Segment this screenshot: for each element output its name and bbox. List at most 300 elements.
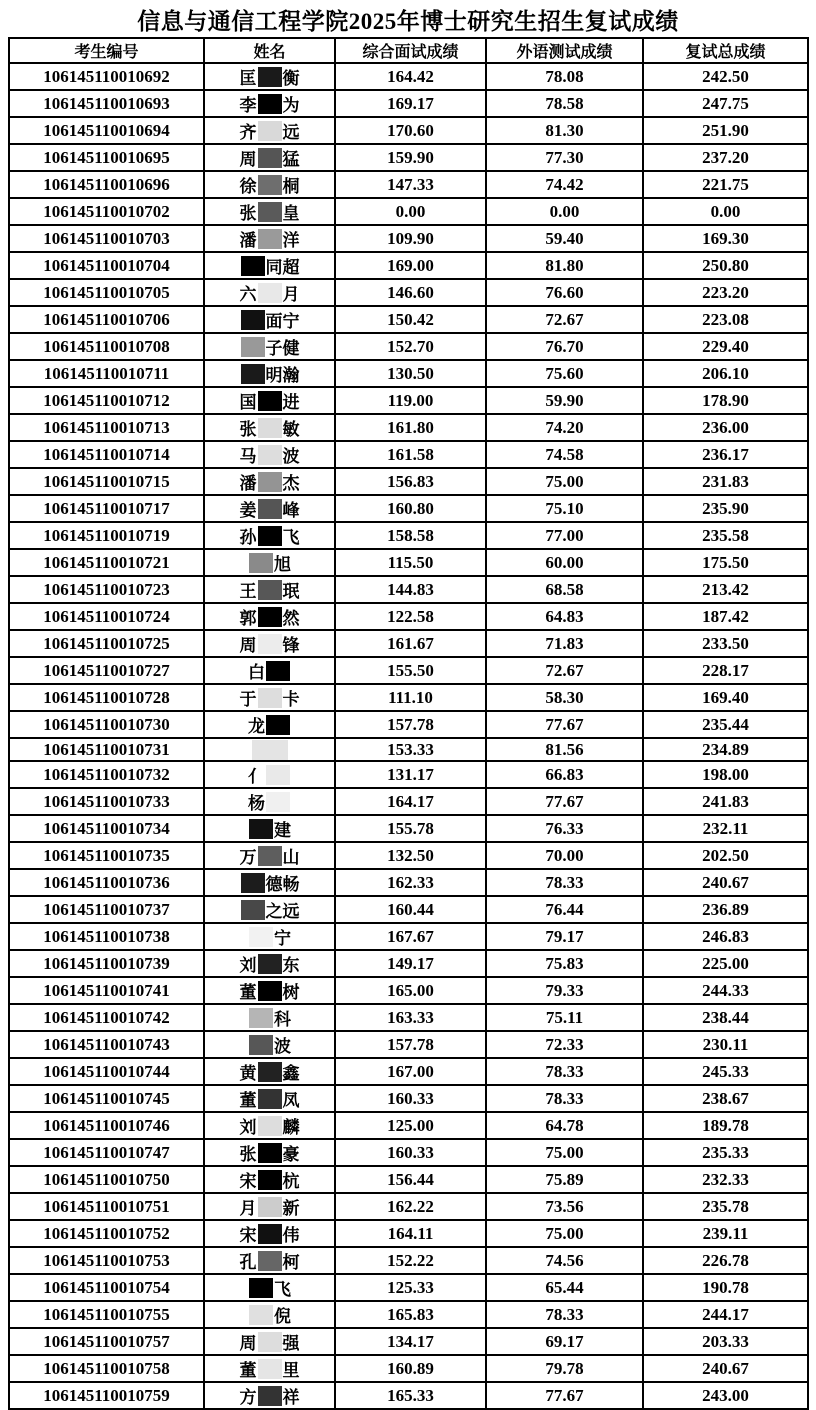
redaction-box xyxy=(249,1305,273,1325)
name-pre: 月 xyxy=(239,1199,257,1219)
name-post: 珉 xyxy=(282,582,300,601)
name-cell xyxy=(204,977,335,1004)
redaction-box xyxy=(258,846,282,866)
name-cell xyxy=(204,1193,335,1220)
redaction-box xyxy=(258,94,282,114)
total-score: 231.83 xyxy=(643,468,808,495)
language-score: 68.58 xyxy=(486,576,643,603)
name-cell xyxy=(204,1004,335,1031)
language-score: 79.17 xyxy=(486,923,643,950)
name-post: 洋 xyxy=(282,231,300,250)
interview-score: 152.22 xyxy=(335,1247,486,1274)
total-score: 237.20 xyxy=(643,144,808,171)
name-post: 杰 xyxy=(282,474,300,493)
candidate-id: 106145110010733 xyxy=(9,788,204,815)
name-pre: 董 xyxy=(239,1361,257,1381)
name-post: 峰 xyxy=(282,501,300,520)
redaction-box xyxy=(249,553,273,573)
candidate-id: 106145110010702 xyxy=(9,198,204,225)
name-pre: 潘 xyxy=(239,231,257,250)
name-post: 建 xyxy=(274,821,291,841)
total-score: 175.50 xyxy=(643,549,808,576)
table-row xyxy=(9,761,808,788)
redaction-box xyxy=(258,1143,282,1163)
total-score: 226.78 xyxy=(643,1247,808,1274)
name-cell xyxy=(204,495,335,522)
table-row xyxy=(9,896,808,923)
name-cell xyxy=(204,1085,335,1112)
interview-score: 153.33 xyxy=(335,738,486,761)
interview-score: 160.80 xyxy=(335,495,486,522)
name-cell xyxy=(204,761,335,788)
candidate-id: 106145110010713 xyxy=(9,414,204,441)
interview-score: 162.22 xyxy=(335,1193,486,1220)
name-post: 皇 xyxy=(282,204,300,223)
name-post: 飞 xyxy=(282,528,300,547)
total-score: 238.67 xyxy=(643,1085,808,1112)
interview-score: 159.90 xyxy=(335,144,486,171)
candidate-id: 106145110010705 xyxy=(9,279,204,306)
table-row xyxy=(9,1274,808,1301)
redaction-box xyxy=(258,981,282,1001)
table-row xyxy=(9,1058,808,1085)
language-score: 58.30 xyxy=(486,684,643,711)
interview-score: 155.78 xyxy=(335,815,486,842)
table-row xyxy=(9,1112,808,1139)
interview-score: 131.17 xyxy=(335,761,486,788)
interview-score: 158.58 xyxy=(335,522,486,549)
language-score: 78.58 xyxy=(486,90,643,117)
redaction-box xyxy=(258,391,282,411)
name-post: 旭 xyxy=(274,555,291,574)
table-row xyxy=(9,684,808,711)
language-score: 60.00 xyxy=(486,549,643,576)
interview-score: 160.44 xyxy=(335,896,486,923)
name-cell xyxy=(204,950,335,977)
total-score: 235.58 xyxy=(643,522,808,549)
header-name: 姓名 xyxy=(204,38,335,63)
redaction-box xyxy=(241,364,265,384)
table-row xyxy=(9,117,808,144)
interview-score: 155.50 xyxy=(335,657,486,684)
total-score: 241.83 xyxy=(643,788,808,815)
interview-score: 115.50 xyxy=(335,549,486,576)
language-score: 76.60 xyxy=(486,279,643,306)
interview-score: 144.83 xyxy=(335,576,486,603)
candidate-id: 106145110010728 xyxy=(9,684,204,711)
table-row xyxy=(9,1166,808,1193)
redaction-box xyxy=(258,1062,282,1082)
candidate-id: 106145110010741 xyxy=(9,977,204,1004)
name-cell xyxy=(204,711,335,738)
language-score: 75.00 xyxy=(486,468,643,495)
table-row xyxy=(9,1031,808,1058)
total-score: 223.20 xyxy=(643,279,808,306)
table-body xyxy=(9,63,808,1409)
language-score: 77.67 xyxy=(486,711,643,738)
total-score: 223.08 xyxy=(643,306,808,333)
redaction-box xyxy=(258,1332,282,1352)
total-score: 247.75 xyxy=(643,90,808,117)
language-score: 78.33 xyxy=(486,869,643,896)
name-cell xyxy=(204,522,335,549)
total-score: 198.00 xyxy=(643,761,808,788)
total-score: 178.90 xyxy=(643,387,808,414)
candidate-id: 106145110010721 xyxy=(9,549,204,576)
redaction-box xyxy=(258,688,282,708)
redaction-box xyxy=(258,202,282,222)
total-score: 250.80 xyxy=(643,252,808,279)
language-score: 66.83 xyxy=(486,761,643,788)
interview-score: 150.42 xyxy=(335,306,486,333)
name-post: 德畅 xyxy=(265,875,300,895)
total-score: 240.67 xyxy=(643,1355,808,1382)
redaction-box xyxy=(258,499,282,519)
candidate-id: 106145110010734 xyxy=(9,815,204,842)
name-pre: 宋 xyxy=(239,1172,257,1192)
language-score: 72.67 xyxy=(486,306,643,333)
name-cell xyxy=(204,387,335,414)
name-cell xyxy=(204,896,335,923)
name-cell xyxy=(204,468,335,495)
name-post: 为 xyxy=(282,96,300,115)
name-post: 倪 xyxy=(274,1307,291,1327)
header-candidate-id: 考生编号 xyxy=(9,38,204,63)
table-row xyxy=(9,1220,808,1247)
redaction-box xyxy=(258,175,282,195)
language-score: 79.78 xyxy=(486,1355,643,1382)
candidate-id: 106145110010714 xyxy=(9,441,204,468)
redaction-box xyxy=(241,873,265,893)
name-cell xyxy=(204,788,335,815)
name-pre: 周 xyxy=(239,150,257,169)
interview-score: 149.17 xyxy=(335,950,486,977)
language-score: 65.44 xyxy=(486,1274,643,1301)
name-cell xyxy=(204,842,335,869)
total-score: 240.67 xyxy=(643,869,808,896)
table-row xyxy=(9,738,808,761)
table-row xyxy=(9,414,808,441)
language-score: 77.30 xyxy=(486,144,643,171)
language-score: 76.70 xyxy=(486,333,643,360)
interview-score: 132.50 xyxy=(335,842,486,869)
name-cell xyxy=(204,306,335,333)
total-score: 187.42 xyxy=(643,603,808,630)
candidate-id: 106145110010732 xyxy=(9,761,204,788)
language-score: 75.89 xyxy=(486,1166,643,1193)
table-row xyxy=(9,495,808,522)
name-cell xyxy=(204,657,335,684)
redaction-box xyxy=(266,792,290,812)
interview-score: 165.83 xyxy=(335,1301,486,1328)
language-score: 69.17 xyxy=(486,1328,643,1355)
interview-score: 152.70 xyxy=(335,333,486,360)
table-row xyxy=(9,1193,808,1220)
name-post: 卡 xyxy=(282,690,300,709)
name-post: 杭 xyxy=(282,1172,300,1192)
interview-score: 119.00 xyxy=(335,387,486,414)
language-score: 73.56 xyxy=(486,1193,643,1220)
name-cell xyxy=(204,630,335,657)
redaction-box xyxy=(258,580,282,600)
table-row xyxy=(9,90,808,117)
total-score: 228.17 xyxy=(643,657,808,684)
redaction-box xyxy=(258,418,282,438)
redaction-box xyxy=(258,148,282,168)
interview-score: 160.33 xyxy=(335,1139,486,1166)
name-post: 东 xyxy=(282,956,300,976)
interview-score: 161.67 xyxy=(335,630,486,657)
name-post: 山 xyxy=(282,848,300,868)
name-pre: 黄 xyxy=(239,1064,257,1084)
name-post: 宁 xyxy=(274,929,291,949)
candidate-id: 106145110010738 xyxy=(9,923,204,950)
language-score: 81.80 xyxy=(486,252,643,279)
candidate-id: 106145110010755 xyxy=(9,1301,204,1328)
name-post: 里 xyxy=(282,1361,300,1381)
candidate-id: 106145110010758 xyxy=(9,1355,204,1382)
language-score: 0.00 xyxy=(486,198,643,225)
redaction-box xyxy=(258,1089,282,1109)
name-pre: 刘 xyxy=(239,1118,257,1138)
candidate-id: 106145110010742 xyxy=(9,1004,204,1031)
header-total-score: 复试总成绩 xyxy=(643,38,808,63)
name-post: 科 xyxy=(274,1010,291,1030)
interview-score: 160.33 xyxy=(335,1085,486,1112)
header-language-score: 外语测试成绩 xyxy=(486,38,643,63)
interview-score: 157.78 xyxy=(335,711,486,738)
candidate-id: 106145110010708 xyxy=(9,333,204,360)
name-pre: 张 xyxy=(239,1145,257,1165)
interview-score: 125.00 xyxy=(335,1112,486,1139)
scores-table xyxy=(8,37,809,1410)
total-score: 235.90 xyxy=(643,495,808,522)
table-row xyxy=(9,360,808,387)
candidate-id: 106145110010719 xyxy=(9,522,204,549)
total-score: 229.40 xyxy=(643,333,808,360)
candidate-id: 106145110010731 xyxy=(9,738,204,761)
language-score: 72.67 xyxy=(486,657,643,684)
language-score: 76.44 xyxy=(486,896,643,923)
total-score: 213.42 xyxy=(643,576,808,603)
total-score: 251.90 xyxy=(643,117,808,144)
interview-score: 167.00 xyxy=(335,1058,486,1085)
redaction-box xyxy=(252,740,288,760)
interview-score: 156.83 xyxy=(335,468,486,495)
language-score: 74.58 xyxy=(486,441,643,468)
name-post: 进 xyxy=(282,393,300,412)
name-pre: 亻 xyxy=(248,767,265,787)
redaction-box xyxy=(241,310,265,330)
redaction-box xyxy=(258,526,282,546)
name-post: 豪 xyxy=(282,1145,300,1165)
name-pre: 国 xyxy=(239,393,257,412)
language-score: 75.10 xyxy=(486,495,643,522)
language-score: 75.11 xyxy=(486,1004,643,1031)
interview-score: 169.00 xyxy=(335,252,486,279)
candidate-id: 106145110010694 xyxy=(9,117,204,144)
name-cell xyxy=(204,576,335,603)
table-row xyxy=(9,306,808,333)
name-cell xyxy=(204,1220,335,1247)
table-row xyxy=(9,252,808,279)
page-title: 信息与通信工程学院2025年博士研究生招生复试成绩 xyxy=(137,9,679,34)
candidate-id: 106145110010703 xyxy=(9,225,204,252)
redaction-box xyxy=(249,1008,273,1028)
redaction-box xyxy=(258,1170,282,1190)
name-pre: 徐 xyxy=(239,177,257,196)
table-row xyxy=(9,279,808,306)
total-score: 233.50 xyxy=(643,630,808,657)
language-score: 78.33 xyxy=(486,1085,643,1112)
redaction-box xyxy=(241,900,265,920)
language-score: 64.83 xyxy=(486,603,643,630)
candidate-id: 106145110010706 xyxy=(9,306,204,333)
language-score: 78.33 xyxy=(486,1058,643,1085)
table-row xyxy=(9,1085,808,1112)
name-cell xyxy=(204,923,335,950)
language-score: 71.83 xyxy=(486,630,643,657)
language-score: 75.60 xyxy=(486,360,643,387)
candidate-id: 106145110010739 xyxy=(9,950,204,977)
name-cell xyxy=(204,252,335,279)
language-score: 75.00 xyxy=(486,1139,643,1166)
redaction-box xyxy=(258,1386,282,1406)
table-row xyxy=(9,1247,808,1274)
redaction-box xyxy=(249,819,273,839)
candidate-id: 106145110010730 xyxy=(9,711,204,738)
name-post: 子健 xyxy=(265,339,300,358)
name-post: 波 xyxy=(274,1037,291,1057)
name-post: 波 xyxy=(282,447,300,466)
total-score: 190.78 xyxy=(643,1274,808,1301)
language-score: 64.78 xyxy=(486,1112,643,1139)
interview-score: 162.33 xyxy=(335,869,486,896)
interview-score: 130.50 xyxy=(335,360,486,387)
redaction-box xyxy=(258,1116,282,1136)
table-row xyxy=(9,225,808,252)
total-score: 244.17 xyxy=(643,1301,808,1328)
candidate-id: 106145110010759 xyxy=(9,1382,204,1409)
name-cell xyxy=(204,1328,335,1355)
name-pre: 周 xyxy=(239,636,257,655)
header-interview-score: 综合面试成绩 xyxy=(335,38,486,63)
candidate-id: 106145110010696 xyxy=(9,171,204,198)
redaction-box xyxy=(258,472,282,492)
language-score: 70.00 xyxy=(486,842,643,869)
name-pre: 方 xyxy=(239,1388,257,1408)
name-post: 新 xyxy=(282,1199,300,1219)
candidate-id: 106145110010727 xyxy=(9,657,204,684)
redaction-box xyxy=(241,337,265,357)
name-cell xyxy=(204,1166,335,1193)
total-score: 235.33 xyxy=(643,1139,808,1166)
table-row xyxy=(9,977,808,1004)
interview-score: 157.78 xyxy=(335,1031,486,1058)
redaction-box xyxy=(266,715,290,735)
interview-score: 122.58 xyxy=(335,603,486,630)
redaction-box xyxy=(258,67,282,87)
language-score: 79.33 xyxy=(486,977,643,1004)
candidate-id: 106145110010692 xyxy=(9,63,204,90)
table-row xyxy=(9,1004,808,1031)
table-row xyxy=(9,171,808,198)
candidate-id: 106145110010695 xyxy=(9,144,204,171)
language-score: 75.00 xyxy=(486,1220,643,1247)
name-cell xyxy=(204,225,335,252)
candidate-id: 106145110010737 xyxy=(9,896,204,923)
total-score: 202.50 xyxy=(643,842,808,869)
name-post: 之远 xyxy=(265,902,300,922)
language-score: 74.42 xyxy=(486,171,643,198)
redaction-box xyxy=(258,445,282,465)
table-row xyxy=(9,1301,808,1328)
total-score: 238.44 xyxy=(643,1004,808,1031)
candidate-id: 106145110010752 xyxy=(9,1220,204,1247)
candidate-id: 106145110010744 xyxy=(9,1058,204,1085)
total-score: 221.75 xyxy=(643,171,808,198)
name-post: 然 xyxy=(282,609,300,628)
redaction-box xyxy=(258,954,282,974)
table-row xyxy=(9,657,808,684)
name-cell xyxy=(204,414,335,441)
name-post: 树 xyxy=(282,983,300,1003)
interview-score: 167.67 xyxy=(335,923,486,950)
name-cell xyxy=(204,279,335,306)
table-row xyxy=(9,1328,808,1355)
interview-score: 111.10 xyxy=(335,684,486,711)
language-score: 59.90 xyxy=(486,387,643,414)
name-cell xyxy=(204,117,335,144)
name-cell xyxy=(204,360,335,387)
table-row xyxy=(9,63,808,90)
table-row xyxy=(9,576,808,603)
language-score: 78.33 xyxy=(486,1301,643,1328)
name-pre: 王 xyxy=(239,582,257,601)
name-post: 远 xyxy=(282,123,300,142)
table-row xyxy=(9,1139,808,1166)
candidate-id: 106145110010746 xyxy=(9,1112,204,1139)
candidate-id: 106145110010754 xyxy=(9,1274,204,1301)
language-score: 74.56 xyxy=(486,1247,643,1274)
name-post: 猛 xyxy=(282,150,300,169)
candidate-id: 106145110010723 xyxy=(9,576,204,603)
language-score: 72.33 xyxy=(486,1031,643,1058)
name-pre: 周 xyxy=(239,1334,257,1354)
redaction-box xyxy=(258,634,282,654)
name-post: 桐 xyxy=(282,177,300,196)
candidate-id: 106145110010693 xyxy=(9,90,204,117)
name-post: 强 xyxy=(282,1334,300,1354)
name-pre: 齐 xyxy=(239,123,257,142)
name-post: 伟 xyxy=(282,1226,300,1246)
interview-score: 169.17 xyxy=(335,90,486,117)
name-cell xyxy=(204,1058,335,1085)
interview-score: 134.17 xyxy=(335,1328,486,1355)
redaction-box xyxy=(258,283,282,303)
total-score: 230.11 xyxy=(643,1031,808,1058)
name-pre: 六 xyxy=(239,285,257,304)
table-row xyxy=(9,603,808,630)
total-score: 236.89 xyxy=(643,896,808,923)
name-cell xyxy=(204,144,335,171)
redaction-box xyxy=(249,927,273,947)
redaction-box xyxy=(258,1224,282,1244)
table-row xyxy=(9,1355,808,1382)
name-cell xyxy=(204,198,335,225)
name-post: 祥 xyxy=(282,1388,300,1408)
total-score: 203.33 xyxy=(643,1328,808,1355)
